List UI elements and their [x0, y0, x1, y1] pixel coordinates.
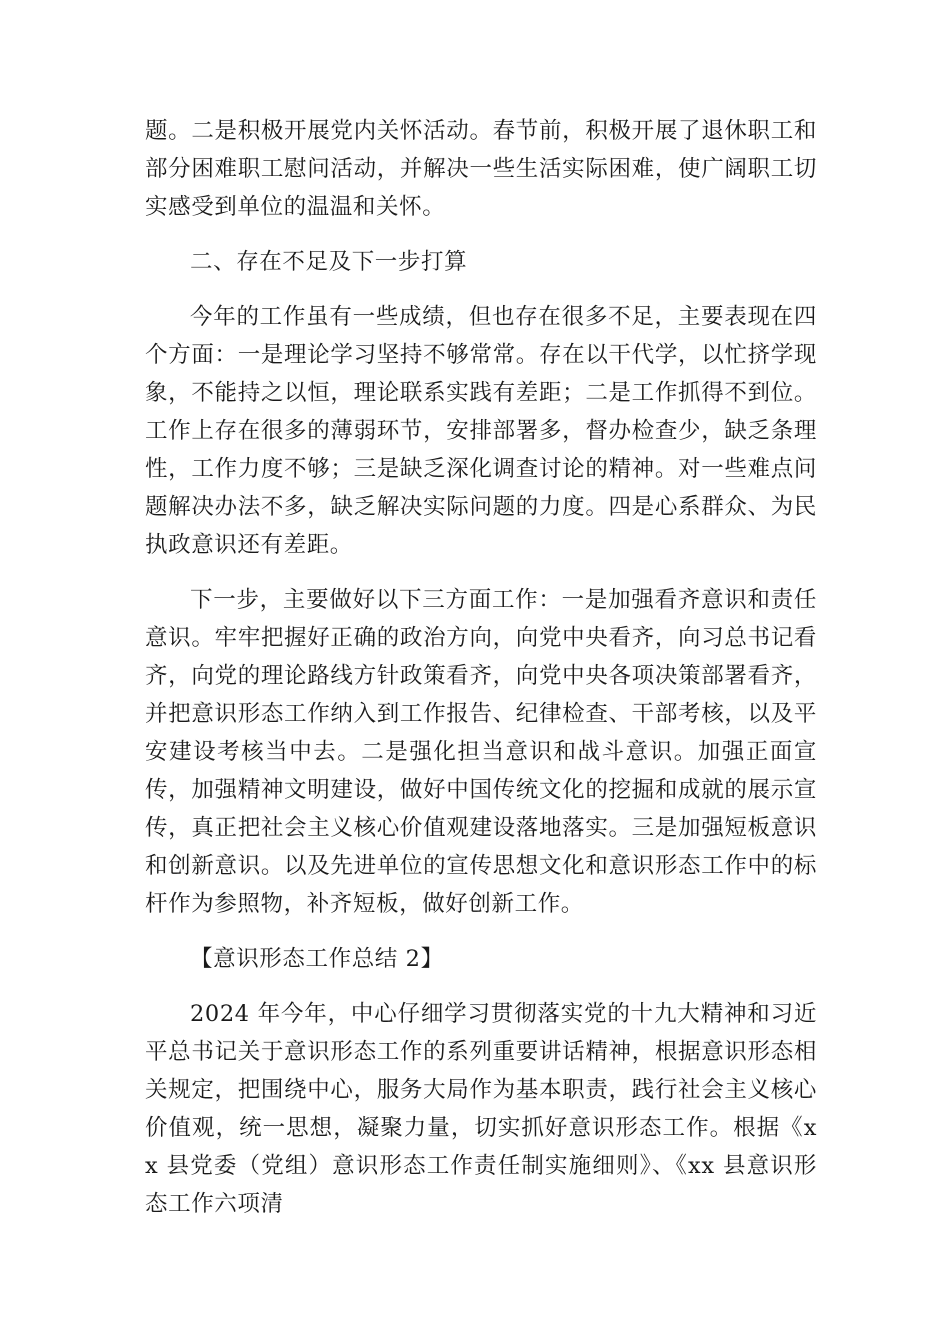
summary-title: 【意识形态工作总结 2】 [190, 946, 444, 972]
paragraph-summary-intro: 2024 年今年，中心仔细学习贯彻落实党的十九大精神和习近平总书记关于意识形态工作的系列重要讲话精神，根据意识形态相关规定，把围绕中心，服务大局作为基本职责，践行社会主义核心价值观，统一思想，凝聚力量，切实抓好意识形态工作。根据《xx 县党委（党组）意识形态工作责任制实施细则》、《xx 县意识形态工作六项清 [145, 1001, 817, 1217]
paragraph-continuation: 题。二是积极开展党内关怀活动。春节前，积极开展了退休职工和部分困难职工慰问活动，并解决一些生活实际困难，使广阔职工切实感受到单位的温温和关怀。 [145, 118, 817, 220]
section-heading: 二、存在不足及下一步打算 [190, 249, 468, 275]
paragraph-shortcomings: 今年的工作虽有一些成绩，但也存在很多不足，主要表现在四个方面：一是理论学习坚持不够常常。存在以干代学，以忙挤学现象，不能持之以恒，理论联系实践有差距；二是工作抓得不到位。工作上存在很多的薄弱环节，安排部署多，督办检查少，缺乏条理性，工作力度不够；三是缺乏深化调查讨论的精神。对一些难点问题解决办法不多，缺乏解决实际问题的力度。四是心系群众、为民执政意识还有差距。 [145, 304, 817, 558]
document-body [145, 112, 817, 1240]
paragraph-next-steps: 下一步，主要做好以下三方面工作：一是加强看齐意识和责任意识。牢牢把握好正确的政治方向，向党中央看齐，向习总书记看齐，向党的理论路线方针政策看齐，向党中央各项决策部署看齐，并把意识形态工作纳入到工作报告、纪律检查、干部考核，以及平安建设考核当中去。二是强化担当意识和战斗意识。加强正面宣传，加强精神文明建设，做好中国传统文化的挖掘和成就的展示宣传，真正把社会主义核心价值观建设落地落实。三是加强短板意识和创新意识。以及先进单位的宣传思想文化和意识形态工作中的标杆作为参照物，补齐短板，做好创新工作。 [145, 587, 817, 917]
